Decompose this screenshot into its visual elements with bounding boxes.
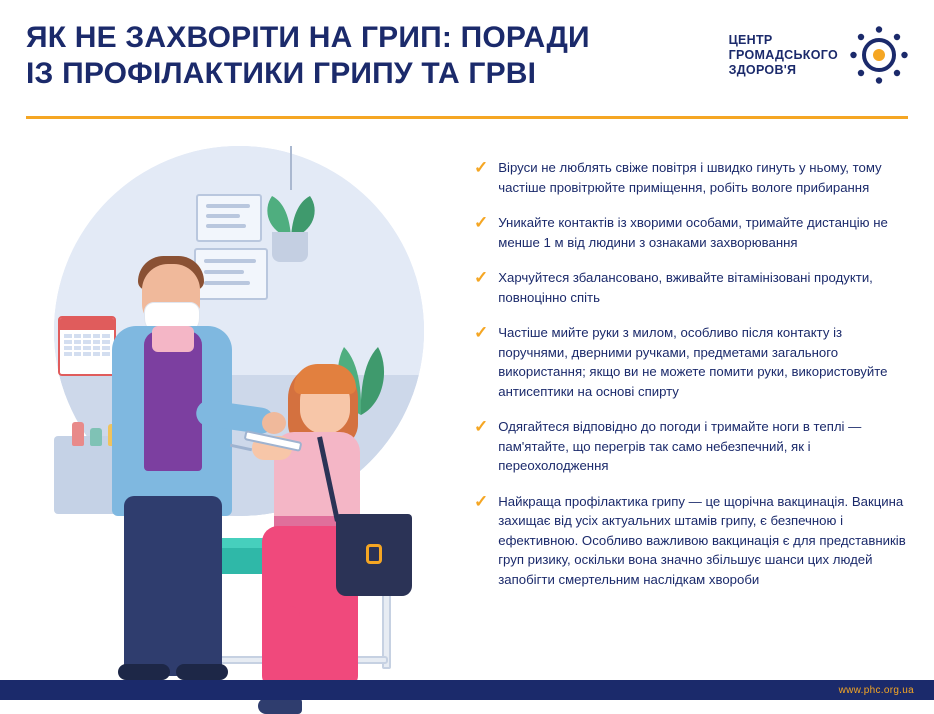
tip-text: Частіше мийте руки з милом, особливо після контакту із поручнями, дверними ручками, предметами загального використання; якщо ви не можете помити руки, використовуйте антисептики на основі спирту bbox=[498, 325, 888, 399]
handbag-clasp bbox=[366, 544, 382, 564]
list-item bbox=[474, 417, 908, 476]
content bbox=[0, 118, 934, 666]
doctor-shoe bbox=[176, 664, 228, 680]
footer-website-link[interactable]: www.phc.org.ua bbox=[838, 684, 914, 696]
check-icon: ✓ bbox=[474, 158, 489, 177]
tip-text: Найкраща профілактика грипу — це щорічна вакцинація. Вакцина захищає від усіх актуальних штамів грипу, є безпечною і ефективною. Особливо важливою вакцинація є для представників груп ризику, оскільки вона значно збільшує шанси цих людей запобігти смертельним наслідкам хвороби bbox=[498, 493, 906, 587]
check-icon: ✓ bbox=[474, 417, 489, 436]
medicine-bottle bbox=[72, 422, 84, 446]
brand-line-3: ЗДОРОВ'Я bbox=[728, 62, 797, 77]
check-icon: ✓ bbox=[474, 491, 489, 511]
doctor-hand bbox=[262, 412, 286, 434]
tip-text: Віруси не люблять свіже повітря і швидко гинуть у ньому, тому частіше провітрюйте приміщення, робіть вологе прибирання bbox=[498, 160, 882, 195]
list-item bbox=[474, 213, 908, 252]
doctor-shoe bbox=[118, 664, 170, 680]
tip-text: Одягайтеся відповідно до погоди і тримайте ноги в теплі — пам'ятайте, що перегрів так само небезпечний, як і переохолодження bbox=[498, 419, 862, 473]
wall-calendar-icon bbox=[58, 316, 116, 376]
brand-block bbox=[729, 26, 908, 84]
tips-list bbox=[474, 136, 908, 666]
brand-name bbox=[729, 33, 838, 78]
medicine-bottle bbox=[90, 428, 102, 446]
doctor-collar bbox=[152, 326, 194, 352]
list-item bbox=[474, 158, 908, 197]
plant-hanger-line bbox=[290, 146, 292, 190]
brand-line-1: ЦЕНТР bbox=[728, 32, 773, 47]
check-icon: ✓ bbox=[474, 213, 489, 232]
plant-pot bbox=[272, 232, 308, 262]
vaccination-illustration bbox=[26, 136, 456, 666]
header-divider bbox=[26, 116, 908, 119]
doctor-vest bbox=[144, 331, 202, 471]
doctor-legs bbox=[124, 496, 222, 676]
list-item bbox=[474, 268, 908, 307]
check-icon: ✓ bbox=[474, 268, 489, 287]
check-icon: ✓ bbox=[474, 323, 489, 342]
header bbox=[0, 0, 934, 118]
sun-target-logo-icon bbox=[850, 26, 908, 84]
list-item bbox=[474, 492, 908, 590]
wall-poster-2 bbox=[194, 248, 268, 300]
page-title bbox=[26, 20, 590, 92]
title-line-2: ІЗ ПРОФІЛАКТИКИ ГРИПУ ТА ГРВІ bbox=[26, 57, 537, 90]
footer bbox=[0, 680, 934, 700]
tip-text: Харчуйтеся збалансовано, вживайте вітамінізовані продукти, повноцінно спіть bbox=[498, 270, 873, 305]
tip-text: Уникайте контактів із хворими особами, тримайте дистанцію не менше 1 м від людини з ознаками захворювання bbox=[498, 215, 888, 250]
patient-shoe bbox=[258, 698, 302, 714]
list-item bbox=[474, 323, 908, 401]
brand-line-2: ГРОМАДСЬКОГО bbox=[728, 47, 838, 62]
title-line-1: ЯК НЕ ЗАХВОРІТИ НА ГРИП: ПОРАДИ bbox=[26, 21, 590, 54]
wall-poster-1 bbox=[196, 194, 262, 242]
patient-hair-front bbox=[294, 364, 356, 394]
